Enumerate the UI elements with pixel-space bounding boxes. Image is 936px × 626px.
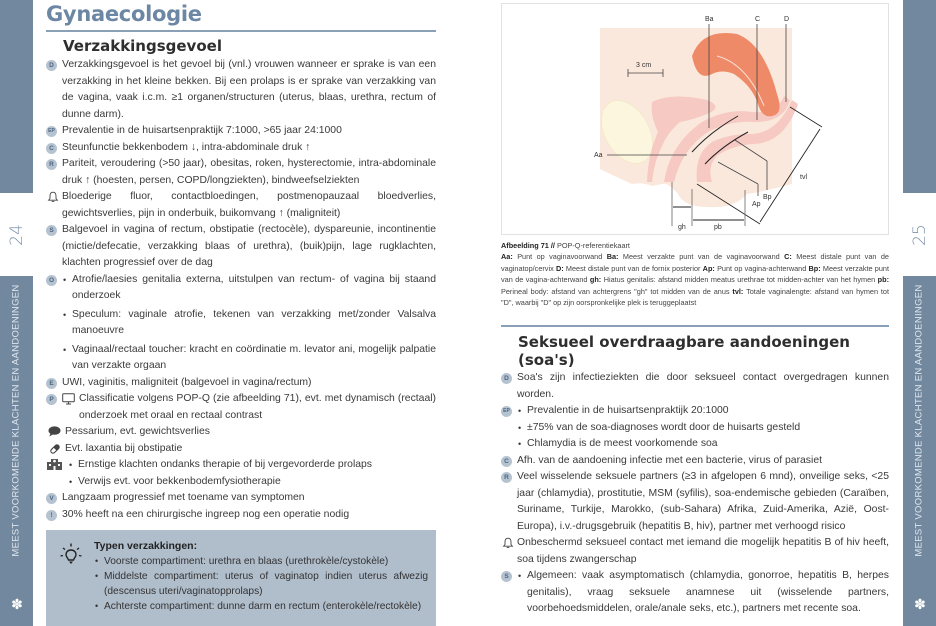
badge-c-icon: C (501, 456, 512, 467)
badge-o-icon: O (46, 275, 57, 286)
entry-text: Pariteit, veroudering (>50 jaar), obesitas, roken, hysterectomie, intra-abdominale druk ↑ (hoesten, persen, COPD/longziekten), bindweefselziekten (62, 158, 436, 186)
tip-list (94, 554, 428, 614)
entry-epidemiology (501, 403, 889, 453)
label-bp: Bp (763, 194, 772, 201)
right-side-tab (903, 0, 936, 626)
label-tvl: tvl (800, 174, 807, 181)
entry-definition (501, 370, 889, 403)
label-pb: pb (714, 224, 722, 231)
bell-icon (46, 191, 59, 203)
caption-term: Bp: (808, 263, 821, 273)
badge-d-icon: D (46, 60, 57, 71)
left-side-tab (0, 0, 33, 626)
caption-title: Afbeelding 71 // (501, 241, 555, 250)
caption-text: Totale vaginalengte: afstand van hymen tot "D", waarbij "D" op zijn oorspronkelijke plek is teruggeplaatst (501, 286, 889, 308)
entry-text: Steunfunctie bekkenbodem ↓, intra-abdominale druk ↑ (62, 141, 311, 153)
chapter-label (903, 283, 936, 557)
list-item: • Ernstige klachten ondanks therapie of bij vergevorderde prolaps (68, 457, 436, 474)
entry-text: Soa's zijn infectieziekten die door seksueel contact overgedragen kunnen worden. (517, 372, 889, 400)
plan-referral (46, 457, 436, 490)
entry-plan (46, 391, 436, 424)
chapter-label-text: MEEST VOORKOMENDE KLACHTEN EN AANDOENINGEN (11, 283, 23, 557)
entry-alarm (46, 189, 436, 222)
entry-text: Veel wisselende seksuele partners (≥3 in afgelopen 6 mnd), onveilige seks, <25 jaar (chlamydia), prostitutie, MSM (syfilis), soa-endemische gebieden (Caraïben, Suriname, Turkije, Marokko, (sub-Sahara) Afrika, Zuid-Amerika, Azië, Oost-Europa), i.v.-drugsgebruik (hepatitis B, hiv), partner met verhoogd risico (517, 471, 889, 532)
badge-ep-icon: EP (501, 406, 512, 417)
entry-text: Classificatie volgens POP-Q (zie afbeelding 71), evt. met dynamisch (rectaal) onderzoek met oraal en rectaal contrast (79, 393, 436, 421)
left-page-content (46, 37, 436, 523)
list-item: • ±75% van de soa-diagnoses wordt door de huisarts gesteld (517, 420, 889, 437)
caption-term: Ba: (606, 252, 619, 262)
label-c: C (755, 16, 761, 23)
badge-v-icon: V (46, 493, 57, 504)
caption-text: Meest distale punt van de fornix posterior (565, 263, 701, 273)
caption-body (501, 251, 889, 308)
plan-medication (46, 441, 436, 458)
entry-list (501, 370, 889, 618)
chapter-label (0, 283, 33, 557)
entry-differential (46, 375, 436, 392)
label-ap: Ap (752, 201, 761, 208)
entry-alarm (501, 535, 889, 568)
hospital-icon (47, 459, 62, 471)
caption-text: Meest verzakte punt van de vagina-achterwand (501, 263, 889, 285)
entry-text: 30% heeft na een chirurgische ingreep nog een operatie nodig (62, 508, 350, 520)
entry-risk (501, 469, 889, 535)
puzzle-icon: ✽ (914, 596, 926, 612)
badge-d-icon: D (501, 373, 512, 384)
caption-text: Perineal body: afstand van achtergrens "gh" tot midden van de anus (501, 286, 730, 296)
figure-caption (501, 240, 889, 308)
caption-text: Meest verzakte punt van de vaginavoorwand (622, 252, 780, 262)
caption-text: Hiatus genitalis: afstand midden meatus urethrae tot midden-achter van het hymen (603, 275, 876, 285)
page-number-text: 25 (909, 224, 930, 246)
entry-symptoms (501, 568, 889, 618)
list-item: • Voorste compartiment: urethra en blaas (urethrokèle/cystokèle) (94, 554, 428, 569)
list-item: • Atrofie/laesies genitalia externa, uitstulpen van rectum- of vagina bij staand onderzoek (62, 272, 436, 305)
list-item: • Vaginaal/rectaal toucher: kracht en coördinatie m. levator ani, mogelijk palpatie van verzakte orgaan (62, 342, 436, 375)
entry-course (46, 490, 436, 507)
tip-title: Typen verzakkingen: (94, 540, 198, 552)
label-ba: Ba (705, 16, 714, 23)
entry-text: Afh. van de aandoening infectie met een bacterie, virus of parasiet (517, 454, 822, 466)
entry-list (46, 57, 436, 523)
entry-examination (46, 272, 436, 375)
entry-text: Onbeschermd seksueel contact met iemand die mogelijk hepatitis B of hiv heeft, soa tijdens zwangerschap (517, 537, 889, 565)
entry-risk (46, 156, 436, 189)
badge-p-icon: P (46, 394, 57, 405)
caption-term: gh: (589, 275, 602, 285)
page-number-text: 24 (6, 224, 27, 246)
caption-term: D: (555, 263, 564, 273)
badge-e-icon: E (46, 378, 57, 389)
entry-text: Balgevoel in vagina of rectum, obstipatie (rectocèle), dyspareunie, incontinentie (mictie/defecatie, verzakking blaas of urethra), (buik)pijn, lage rugklachten, klachten progressief over de dag (62, 224, 436, 268)
pill-icon (48, 443, 61, 455)
entry-text: Verzakkingsgevoel is het gevoel bij (vnl.) vrouwen wanneer er sprake is van een verzakking in het kleine bekken. Bij een prolaps is er sprake van verzakking van de vagina, vaak i.c.m. ≥1 organen/structuren (uterus, blaas, urethra, rectum of dunne darm). (62, 59, 436, 120)
pop-q-figure (501, 3, 889, 235)
chapter-title: Gynaecologie (46, 2, 202, 26)
entry-cause (46, 140, 436, 157)
entry-text: Bloederige fluor, contactbloedingen, postmenopauzaal bloedverlies, gewichtsverlies, pijn in onderbuik, buikomvang ↑ (maligniteit) (62, 191, 436, 219)
section-divider (501, 325, 889, 327)
list-item: • Middelste compartiment: uterus of vaginatop indien uterus afwezig (descensus uteri/vaginatopprolaps) (94, 569, 428, 599)
label-d: D (784, 16, 790, 23)
entry-text: UWI, vaginitis, maligniteit (balgevoel in vagina/rectum) (62, 376, 312, 388)
list-item: • Algemeen: vaak asymptomatisch (chlamydia, gonorroe, hepatitis B, herpes genitalis), vraag seksuele anamnese uit (wisselende partners, voorbehoedsmiddelen, orale/anale seks, etc.), partners met recente soa. (517, 568, 889, 618)
section-title: Seksueel overdraagbare aandoeningen (soa's) (518, 333, 850, 369)
monitor-icon (62, 393, 75, 412)
plan-advice (46, 424, 436, 441)
badge-s-icon: S (46, 225, 57, 236)
bell-icon (501, 537, 514, 549)
badge-exclamation-icon: ! (46, 510, 57, 521)
badge-r-icon: R (501, 472, 512, 483)
caption-term: Aa: (501, 252, 513, 262)
puzzle-icon: ✽ (11, 596, 23, 612)
page-number (0, 200, 33, 270)
chapter-divider (46, 30, 436, 32)
caption-subtitle: POP-Q-referentiekaart (556, 241, 630, 250)
lightbulb-icon (58, 542, 84, 568)
label-gh: gh (678, 224, 686, 231)
entry-text: Pessarium, evt. gewichtsverlies (65, 426, 210, 437)
speech-bubble-icon (48, 426, 61, 438)
caption-text: Meest distale punt van de vaginatop/cervix (501, 252, 889, 273)
entry-text: Evt. laxantia bij obstipatie (65, 442, 183, 454)
entry-definition (46, 57, 436, 123)
entry-text: Prevalentie in de huisartsenpraktijk 7:1000, >65 jaar 24:1000 (62, 125, 342, 136)
badge-s-icon: S (501, 571, 512, 582)
scale-label: 3 cm (636, 62, 652, 69)
caption-text: Punt op vagina-achterwand (717, 263, 807, 273)
caption-text: Punt op vaginavoorwand (517, 252, 603, 262)
section-title: Verzakkingsgevoel (63, 37, 222, 55)
badge-c-icon: C (46, 143, 57, 154)
caption-term: Ap: (702, 263, 715, 273)
list-item: • Speculum: vaginale atrofie, tekenen van verzakking met/zonder Valsalva manoeuvre (62, 307, 436, 340)
list-item: • Prevalentie in de huisartsenpraktijk 20:1000 (517, 403, 889, 420)
list-item: • Chlamydia is de meest voorkomende soa (517, 436, 889, 453)
entry-epidemiology (46, 123, 436, 140)
badge-r-icon: R (46, 159, 57, 170)
side-tab-block (903, 0, 936, 193)
tip-box (46, 530, 436, 626)
entry-text: Langzaam progressief met toename van symptomen (62, 492, 305, 503)
label-aa: Aa (594, 152, 603, 159)
list-item: • Achterste compartiment: dunne darm en rectum (enterokèle/rectokèle) (94, 599, 428, 614)
plan-imaging (62, 391, 436, 424)
side-tab-block (0, 0, 33, 193)
caption-term: pb: (877, 275, 890, 285)
caption-term: C: (784, 252, 792, 262)
list-item: • Verwijs evt. voor bekkenbodemfysiotherapie (68, 474, 436, 491)
chapter-label-text: MEEST VOORKOMENDE KLACHTEN EN AANDOENINGEN (914, 283, 926, 557)
badge-ep-icon: EP (46, 126, 57, 137)
entry-cause (501, 453, 889, 470)
right-page-content (501, 333, 889, 618)
caption-term: tvl: (732, 286, 744, 296)
page-number (903, 200, 936, 270)
entry-symptoms (46, 222, 436, 272)
entry-important (46, 507, 436, 524)
